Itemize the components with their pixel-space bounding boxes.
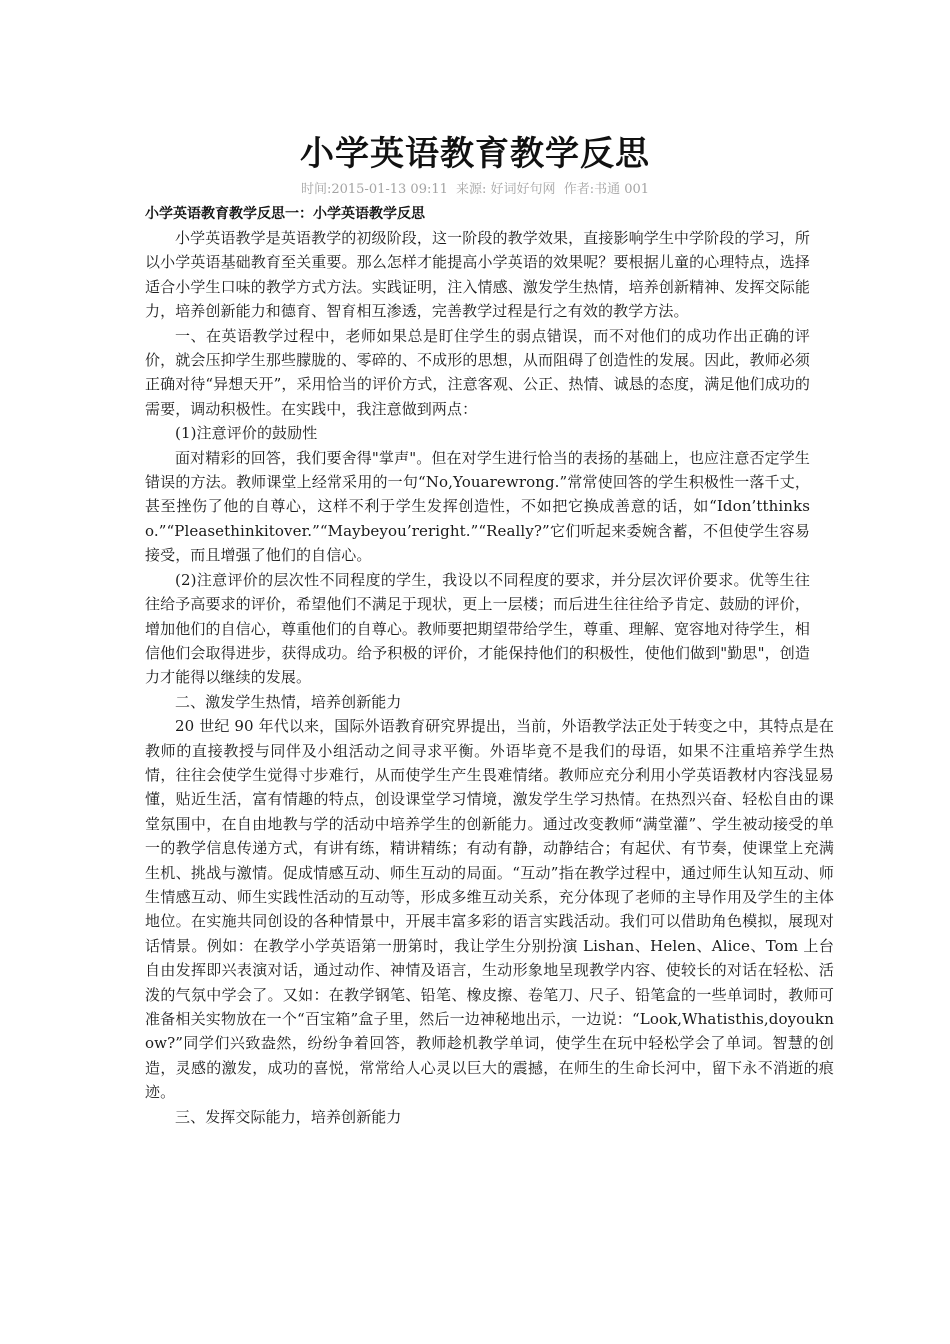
paragraph-subheading-1: (1)注意评价的鼓励性 — [175, 424, 318, 443]
article-meta — [0, 178, 950, 197]
article-body — [145, 226, 834, 1129]
paragraph-section-3-heading: 三、发挥交际能力，培养创新能力 — [175, 1107, 402, 1126]
paragraph-intro: 小学英语教学是英语教学的初级阶段，这一阶段的教学效果，直接影响学生中学阶段的学习，所以小学英语基础教育至关重要。那么怎样才能提高小学英语的效果呢？要根据儿童的心理特点，选择适合小学生口味的教学方式方法。实践证明，注入情感、激发学生热情，培养创新精神、发挥交际能力，培养创新能力和德育、智育相互渗透，完善教学过程是行之有效的教学方法。 — [145, 229, 810, 321]
paragraph-section-1: 一、在英语教学过程中，老师如果总是盯住学生的弱点错误，而不对他们的成功作出正确的评价，就会压抑学生那些朦胧的、零碎的、不成形的思想，从而阻碍了创造性的发展。因此，教师必须正确对待“异想天开”，采用恰当的评价方式，注意客观、公正、热情、诚恳的态度，满足他们成功的需要，调动积极性。在实践中，我注意做到两点： — [145, 326, 810, 418]
section-subtitle: 小学英语教育教学反思一：小学英语教学反思 — [145, 206, 425, 222]
meta-author: 作者:书通 001 — [563, 182, 650, 197]
paragraph-encouragement: 面对精彩的回答，我们要舍得"掌声"。但在对学生进行恰当的表扬的基础上，也应注意否定学生错误的方法。教师课堂上经常采用的一句“No,Youarewrong.”常常使回答的学生积极性一落千丈，甚至挫伤了他的自尊心，这样不利于学生发挥创造性，不如把它换成善意的话，如“Idon’tthinkso.”“Pleasethinkitover.”“Maybeyou’reright.”“Really?”它们听起来委婉含蓄，不但使学生容易接受，而且增强了他们的自信心。 — [145, 448, 810, 565]
article-title: 小学英语教育教学反思 — [300, 134, 650, 174]
paragraph-section-2: 20 世纪 90 年代以来，国际外语教育研究界提出，当前，外语教学法正处于转变之中，其特点是在教师的直接教授与同伴及小组活动之间寻求平衡。外语毕竟不是我们的母语，如果不注重培养学生热情，往往会使学生觉得寸步难行，从而使学生产生畏难情绪。教师应充分利用小学英语教材内容浅显易懂，贴近生活，富有情趣的特点，创设课堂学习情境，激发学生学习热情。在热烈兴奋、轻松自由的课堂氛围中，在自由地教与学的活动中培养学生的创新能力。通过改变教师“满堂灌”、学生被动接受的单一的教学信息传递方式，有讲有练，精讲精练；有动有静，动静结合；有起伏、有节奏，使课堂上充满生机、挑战与激情。促成情感互动、师生互动的局面。“互动”指在教学过程中，通过师生认知互动、师生情感互动、师生实践性活动的互动等，形成多维互动关系，充分体现了老师的主导作用及学生的主体地位。在实施共同创设的各种情景中，开展丰富多彩的语言实践活动。我们可以借助角色模拟，展现对话情景。例如：在教学小学英语第一册第时，我让学生分别扮演 Lishan、Helen、Alice、Tom 上台自由发挥即兴表演对话，通过动作、神情及语言，生动形象地呈现教学内容、使较长的对话在轻松、活泼的气氛中学会了。又如：在教学钢笔、铅笔、橡皮擦、卷笔刀、尺子、铅笔盒的一些单词时，教师可准备相关实物放在一个“百宝箱”盒子里，然后一边神秘地出示，一边说：“Look,Whatisthis,doyouknow?”同学们兴致盎然，纷纷争着回答，教师趁机教学单词，使学生在玩中轻松学会了单词。智慧的创造，灵感的激发，成功的喜悦，常常给人心灵以巨大的震撼，在师生的生命长河中，留下永不消逝的痕迹。 — [145, 717, 834, 1102]
paragraph-levels: (2)注意评价的层次性不同程度的学生，我设以不同程度的要求，并分层次评价要求。优等生往往给予高要求的评价，希望他们不满足于现状，更上一层楼；而后进生往往给予肯定、鼓励的评价，增加他们的自信心，尊重他们的自尊心。教师要把期望带给学生，尊重、理解、宽容地对待学生，相信他们会取得进步，获得成功。给予积极的评价，才能保持他们的积极性，使他们做到"勤思"，创造力才能得以继续的发展。 — [145, 570, 810, 687]
paragraph-section-2-heading: 二、激发学生热情，培养创新能力 — [175, 692, 402, 711]
meta-source: 来源: 好词好句网 — [456, 182, 556, 197]
meta-time: 时间:2015-01-13 09:11 — [300, 182, 448, 197]
